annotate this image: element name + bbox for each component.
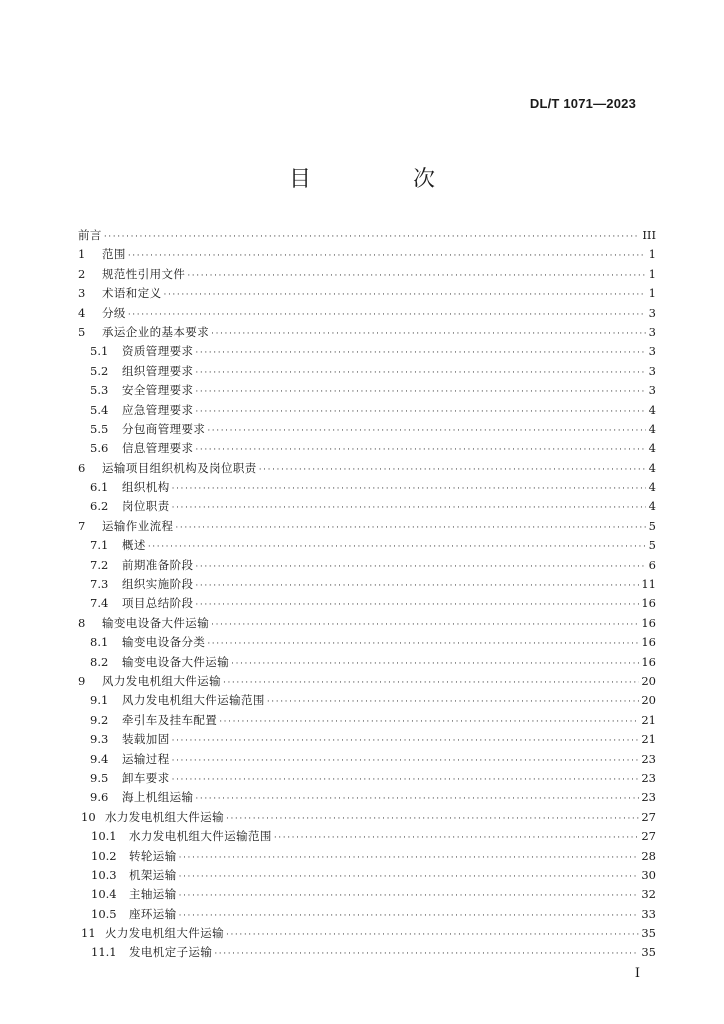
page-number: I <box>634 966 640 981</box>
dot-leader <box>164 286 647 305</box>
dot-leader <box>179 868 640 887</box>
toc-entry[interactable] <box>78 847 656 866</box>
toc-entry-label: 安全管理要求 <box>122 383 194 398</box>
toc-entry-page: 4 <box>648 441 656 456</box>
toc-entry-page: 35 <box>641 926 656 941</box>
toc-entry-number: 9.5 <box>90 770 109 785</box>
toc-entry[interactable] <box>78 226 656 245</box>
dot-leader <box>179 907 640 926</box>
toc-entry-number: 6.1 <box>90 480 109 495</box>
toc-entry[interactable] <box>78 905 656 924</box>
toc-entry-number: 10.5 <box>91 906 117 921</box>
toc-entry-number: 5.1 <box>90 344 109 359</box>
toc-entry[interactable] <box>78 769 656 788</box>
toc-entry[interactable] <box>78 401 656 420</box>
toc-entry[interactable] <box>78 808 656 827</box>
toc-entry-page: 23 <box>641 770 656 785</box>
toc-entry[interactable] <box>78 672 656 691</box>
toc-entry-label: 转轮运输 <box>129 848 177 863</box>
toc-entry-number: 5 <box>78 324 86 339</box>
toc-entry-label: 应急管理要求 <box>122 402 194 417</box>
toc-entry-page: 5 <box>648 518 656 533</box>
toc-entry-page: 1 <box>648 266 656 281</box>
toc-entry[interactable] <box>78 614 656 633</box>
dot-leader <box>223 674 639 693</box>
toc-entry-page: 1 <box>648 286 656 301</box>
toc-entry[interactable] <box>78 420 656 439</box>
toc-entry-number: 10.2 <box>91 848 117 863</box>
toc-entry-page: 3 <box>648 383 656 398</box>
dot-leader <box>172 752 640 771</box>
toc-entry[interactable] <box>78 478 656 497</box>
page-title: 目 次 <box>288 167 475 192</box>
toc-entry-number: 9.6 <box>90 790 109 805</box>
toc-entry[interactable] <box>78 866 656 885</box>
toc-entry-page: 4 <box>648 421 656 436</box>
dot-leader <box>267 693 640 712</box>
dot-leader <box>172 771 640 790</box>
toc-entry[interactable] <box>78 653 656 672</box>
dot-leader <box>195 383 646 402</box>
toc-entry-label: 牵引车及挂车配置 <box>122 712 218 727</box>
toc-entry-label: 卸车要求 <box>122 770 170 785</box>
toc-entry-label: 运输项目组织机构及岗位职责 <box>102 460 257 475</box>
dot-leader <box>195 558 646 577</box>
toc-entry[interactable] <box>78 536 656 555</box>
dot-leader <box>274 829 640 848</box>
toc-entry[interactable] <box>78 885 656 904</box>
toc-entry[interactable] <box>78 594 656 613</box>
toc-entry-label: 项目总结阶段 <box>122 596 194 611</box>
dot-leader <box>195 790 639 809</box>
toc-entry-page: 3 <box>648 305 656 320</box>
toc-entry-label: 规范性引用文件 <box>102 266 186 281</box>
toc-entry[interactable] <box>78 362 656 381</box>
toc-entry-page: 5 <box>648 538 656 553</box>
toc-entry[interactable] <box>78 497 656 516</box>
toc-entry-label: 机架运输 <box>129 867 177 882</box>
toc-entry[interactable] <box>78 265 656 284</box>
toc-entry-page: 32 <box>641 887 656 902</box>
toc-entry-page: 20 <box>641 693 656 708</box>
toc-entry-number: 7.4 <box>90 596 109 611</box>
toc-entry[interactable] <box>78 556 656 575</box>
toc-entry-number: 8.1 <box>90 635 109 650</box>
toc-entry-page: 4 <box>648 402 656 417</box>
toc-entry-label: 输变电设备大件运输 <box>102 615 210 630</box>
toc-entry-number: 2 <box>78 266 86 281</box>
dot-leader <box>231 655 639 674</box>
dot-leader <box>207 422 646 441</box>
toc-entry-number: 6 <box>78 460 86 475</box>
toc-entry-label: 范围 <box>102 247 126 262</box>
toc-entry-page: 33 <box>641 906 656 921</box>
dot-leader <box>219 713 639 732</box>
toc-entry[interactable] <box>78 575 656 594</box>
toc-entry[interactable] <box>78 924 656 943</box>
toc-entry-number: 10.4 <box>91 887 117 902</box>
toc-entry-page: 30 <box>641 867 656 882</box>
toc-entry-page: 3 <box>648 363 656 378</box>
toc-entry-page: 11 <box>641 577 656 592</box>
toc-entry[interactable] <box>78 711 656 730</box>
dot-leader <box>211 325 646 344</box>
toc-entry-number: 5.4 <box>90 402 109 417</box>
toc-entry[interactable] <box>78 381 656 400</box>
toc-entry-number: 7 <box>78 518 86 533</box>
dot-leader <box>195 577 639 596</box>
toc-entry-number: 5.5 <box>90 421 109 436</box>
toc-entry[interactable] <box>78 439 656 458</box>
toc-entry-number: 8.2 <box>90 654 109 669</box>
toc-entry-page: 28 <box>641 848 656 863</box>
toc-entry-label: 信息管理要求 <box>122 441 194 456</box>
toc-entry-page: 16 <box>641 654 656 669</box>
toc-entry-label: 前期准备阶段 <box>122 557 194 572</box>
dot-leader <box>148 538 646 557</box>
dot-leader <box>172 480 646 499</box>
toc-entry-label: 岗位职责 <box>122 499 170 514</box>
toc-entry-page: 35 <box>641 945 656 960</box>
toc-entry-page: 3 <box>648 344 656 359</box>
toc-entry-label: 前言 <box>78 228 102 242</box>
toc-entry-number: 10.3 <box>91 867 117 882</box>
toc-entry-label: 座环运输 <box>129 906 177 921</box>
toc-entry-page: 1 <box>648 247 656 262</box>
toc-entry[interactable] <box>78 284 656 303</box>
toc-entry[interactable] <box>78 750 656 769</box>
toc-entry-number: 9 <box>78 673 86 688</box>
toc-entry-label: 海上机组运输 <box>122 790 194 805</box>
toc-entry[interactable] <box>78 827 656 846</box>
toc-entry-label: 组织管理要求 <box>122 363 194 378</box>
dot-leader <box>195 596 639 615</box>
dot-leader <box>226 810 639 829</box>
toc-entry-label: 水力发电机组大件运输 <box>105 809 224 824</box>
dot-leader <box>195 403 646 422</box>
toc-entry[interactable] <box>78 943 656 962</box>
toc-entry-label: 承运企业的基本要求 <box>102 324 210 339</box>
toc-entry-label: 分包商管理要求 <box>122 421 206 436</box>
toc-entry-page: 21 <box>641 712 656 727</box>
toc-entry-number: 9.2 <box>90 712 109 727</box>
toc-entry-page: 23 <box>641 751 656 766</box>
toc-entry-label: 火力发电机组大件运输 <box>105 926 224 941</box>
toc-entry-number: 3 <box>78 286 86 301</box>
toc-entry-page: 27 <box>641 809 656 824</box>
toc-entry-label: 风力发电机组大件运输 <box>102 673 221 688</box>
toc-entry[interactable] <box>78 245 656 264</box>
toc-entry-number: 7.3 <box>90 577 109 592</box>
toc-entry-number: 6.2 <box>90 499 109 514</box>
toc-entry-label: 装载加固 <box>122 732 170 747</box>
toc-entry-page: 20 <box>641 673 656 688</box>
toc-entry-label: 运输过程 <box>122 751 170 766</box>
toc-entry-label: 分级 <box>102 305 126 320</box>
toc-entry[interactable] <box>78 342 656 361</box>
toc-entry-page: 23 <box>641 790 656 805</box>
document-code: DL/T 1071—2023 <box>529 96 636 111</box>
toc-entry-label: 输变电设备大件运输 <box>122 654 230 669</box>
toc-entry[interactable] <box>78 459 656 478</box>
toc-entry-label: 水力发电机组大件运输范围 <box>129 829 272 844</box>
toc-entry-page: 6 <box>648 557 656 572</box>
toc-entry-label: 资质管理要求 <box>122 344 194 359</box>
dot-leader <box>195 344 646 363</box>
toc-entry-label: 术语和定义 <box>102 286 162 301</box>
toc-entry-page: 16 <box>641 635 656 650</box>
toc-entry-number: 9.3 <box>90 732 109 747</box>
dot-leader <box>179 887 640 906</box>
dot-leader <box>175 519 646 538</box>
toc-entry[interactable] <box>78 323 656 342</box>
dot-leader <box>214 945 639 964</box>
toc-entry-number: 10.1 <box>91 829 117 844</box>
toc-entry-page: 21 <box>641 732 656 747</box>
toc-entry-number: 8 <box>78 615 86 630</box>
toc-entry-number: 5.2 <box>90 363 109 378</box>
toc-entry-label: 输变电设备分类 <box>122 635 206 650</box>
toc-entry[interactable] <box>78 633 656 652</box>
toc-entry-page: 27 <box>641 829 656 844</box>
toc-entry-page: III <box>642 228 656 242</box>
dot-leader <box>226 926 639 945</box>
toc-entry-label: 发电机定子运输 <box>129 945 213 960</box>
toc-entry-page: 4 <box>648 460 656 475</box>
dot-leader <box>187 267 646 286</box>
toc-entry-page: 4 <box>648 480 656 495</box>
dot-leader <box>104 228 641 247</box>
toc-entry-label: 组织实施阶段 <box>122 577 194 592</box>
toc-entry[interactable] <box>78 691 656 710</box>
toc-entry-number: 1 <box>78 247 86 262</box>
toc-entry[interactable] <box>78 304 656 323</box>
toc-entry-number: 9.1 <box>90 693 109 708</box>
toc-entry[interactable] <box>78 517 656 536</box>
dot-leader <box>172 732 640 751</box>
dot-leader <box>179 849 640 868</box>
dot-leader <box>128 247 646 266</box>
toc-entry-number: 11 <box>81 926 96 941</box>
toc-entry-number: 10 <box>81 809 96 824</box>
toc-entry-number: 7.2 <box>90 557 109 572</box>
dot-leader <box>195 441 646 460</box>
toc-entry-label: 运输作业流程 <box>102 518 174 533</box>
toc-entry-label: 风力发电机组大件运输范围 <box>122 693 265 708</box>
toc-entry[interactable] <box>78 730 656 749</box>
toc-entry-number: 9.4 <box>90 751 109 766</box>
toc-entry-number: 7.1 <box>90 538 109 553</box>
toc-entry-label: 概述 <box>122 538 146 553</box>
dot-leader <box>259 461 646 480</box>
toc-entry-label: 组织机构 <box>122 480 170 495</box>
toc-entry-number: 11.1 <box>91 945 117 960</box>
toc-entry-number: 4 <box>78 305 86 320</box>
toc-entry-page: 3 <box>648 324 656 339</box>
toc-entry-number: 5.6 <box>90 441 109 456</box>
dot-leader <box>207 635 639 654</box>
toc-entry[interactable] <box>78 788 656 807</box>
toc-entry-page: 16 <box>641 615 656 630</box>
dot-leader <box>211 616 639 635</box>
toc-entry-number: 5.3 <box>90 383 109 398</box>
dot-leader <box>195 364 646 383</box>
dot-leader <box>172 499 646 518</box>
toc-entry-page: 4 <box>648 499 656 514</box>
toc-entry-label: 主轴运输 <box>129 887 177 902</box>
toc-entry-page: 16 <box>641 596 656 611</box>
table-of-contents <box>78 226 656 963</box>
